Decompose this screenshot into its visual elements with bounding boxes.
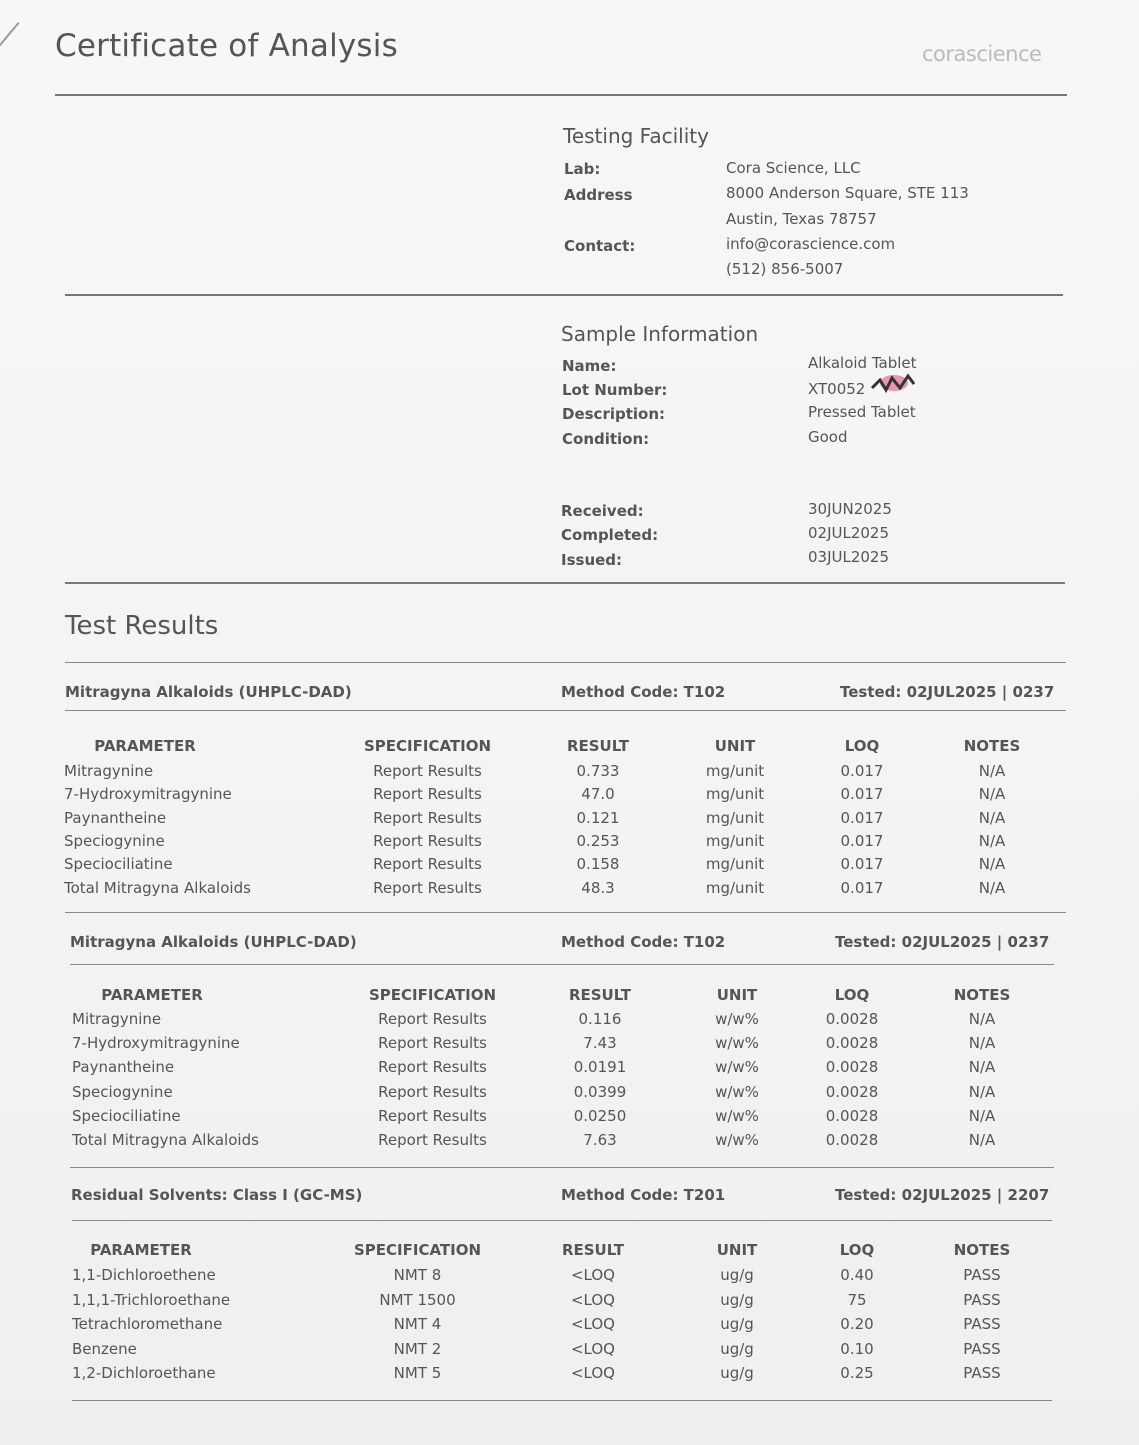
completed-value: 02JUL2025: [808, 524, 890, 542]
table-cell-specification: Report Results: [373, 879, 482, 897]
table-cell-loq: 0.017: [840, 762, 884, 780]
table-cell-loq: 0.017: [840, 832, 884, 850]
sample-name-label: Name:: [562, 357, 617, 375]
table-cell-notes: N/A: [978, 809, 1006, 827]
table-cell-notes: N/A: [978, 879, 1006, 897]
table-cell-notes: N/A: [968, 1131, 996, 1149]
table-cell-unit: ug/g: [720, 1340, 754, 1358]
lot-number-label: Lot Number:: [562, 381, 668, 399]
received-label: Received:: [561, 502, 644, 520]
description-value: Pressed Tablet: [808, 403, 916, 421]
table-cell-unit: ug/g: [720, 1266, 754, 1284]
column-header-parameter: PARAMETER: [90, 1241, 192, 1259]
tested-date: Tested: 02JUL2025 | 0237: [840, 683, 1055, 701]
table-cell-parameter: Tetrachloromethane: [72, 1315, 223, 1333]
table-cell-specification: Report Results: [378, 1131, 487, 1149]
table-cell-unit: w/w%: [715, 1083, 759, 1101]
table-cell-result: 0.0191: [573, 1058, 627, 1076]
table-cell-notes: N/A: [978, 785, 1006, 803]
table-cell-unit: ug/g: [720, 1291, 754, 1309]
table-cell-specification: Report Results: [378, 1058, 487, 1076]
table-cell-result: 0.0250: [573, 1107, 627, 1125]
address-line1: 8000 Anderson Square, STE 113: [726, 184, 969, 202]
table-cell-loq: 0.017: [840, 879, 884, 897]
table-cell-loq: 0.0028: [825, 1131, 879, 1149]
table-cell-loq: 0.40: [840, 1266, 874, 1284]
table-cell-notes: N/A: [968, 1107, 996, 1125]
table-header-divider: [70, 964, 1054, 965]
table-header-divider: [65, 710, 1066, 711]
table-cell-loq: 0.017: [840, 785, 884, 803]
table-cell-result: 48.3: [581, 879, 615, 897]
table-cell-loq: 0.0028: [825, 1083, 879, 1101]
lot-number-value: XT0052: [808, 380, 866, 398]
table-cell-parameter: Speciogynine: [72, 1083, 173, 1101]
table-cell-loq: 0.0028: [825, 1107, 879, 1125]
contact-email: info@corascience.com: [726, 235, 896, 253]
table-cell-parameter: Paynantheine: [72, 1058, 175, 1076]
table-cell-result: 47.0: [581, 785, 615, 803]
table-cell-unit: mg/unit: [705, 855, 765, 873]
issued-value: 03JUL2025: [808, 548, 890, 566]
table-cell-parameter: 1,1,1-Trichloroethane: [72, 1291, 231, 1309]
table-cell-unit: mg/unit: [705, 809, 765, 827]
table-cell-unit: w/w%: [715, 1010, 759, 1028]
table-cell-notes: N/A: [968, 1010, 996, 1028]
table-cell-specification: Report Results: [373, 832, 482, 850]
table-cell-loq: 0.20: [840, 1315, 874, 1333]
table-cell-notes: PASS: [963, 1266, 1001, 1284]
description-label: Description:: [562, 405, 666, 423]
column-header-specification: SPECIFICATION: [353, 1241, 482, 1259]
table-cell-specification: Report Results: [373, 809, 482, 827]
table-cell-specification: Report Results: [378, 1107, 487, 1125]
table-cell-parameter: Speciociliatine: [72, 1107, 181, 1125]
condition-value: Good: [808, 428, 848, 446]
table-cell-notes: N/A: [978, 855, 1006, 873]
contact-label: Contact:: [564, 237, 636, 255]
table-cell-loq: 0.10: [840, 1340, 874, 1358]
column-header-specification: SPECIFICATION: [368, 986, 497, 1004]
table-cell-unit: mg/unit: [705, 762, 765, 780]
table-cell-parameter: Total Mitragyna Alkaloids: [64, 879, 251, 897]
table-cell-loq: 0.017: [840, 855, 884, 873]
table-cell-notes: N/A: [968, 1058, 996, 1076]
table-name: Mitragyna Alkaloids (UHPLC-DAD): [65, 683, 352, 701]
table-cell-parameter: 7-Hydroxymitragynine: [64, 785, 232, 803]
table-cell-loq: 0.25: [840, 1364, 874, 1382]
column-header-result: RESULT: [561, 1241, 625, 1259]
table-cell-specification: NMT 8: [393, 1266, 442, 1284]
table-cell-specification: Report Results: [378, 1034, 487, 1052]
method-code: Method Code: T201: [561, 1186, 726, 1204]
column-header-result: RESULT: [566, 737, 630, 755]
table-cell-parameter: Speciogynine: [64, 832, 165, 850]
table-cell-loq: 0.0028: [825, 1058, 879, 1076]
table-cell-specification: NMT 1500: [379, 1291, 456, 1309]
table-bottom-divider: [65, 912, 1066, 913]
test-results-heading: Test Results: [65, 611, 219, 641]
table-name: Residual Solvents: Class I (GC-MS): [71, 1186, 363, 1204]
table-cell-specification: Report Results: [378, 1010, 487, 1028]
table-cell-loq: 0.0028: [825, 1010, 879, 1028]
facility-heading: Testing Facility: [563, 124, 709, 148]
column-header-loq: LOQ: [839, 1241, 875, 1259]
table-cell-unit: mg/unit: [705, 879, 765, 897]
table-header-divider: [72, 1220, 1052, 1221]
column-header-parameter: PARAMETER: [101, 986, 203, 1004]
header-divider: [55, 94, 1067, 96]
column-header-loq: LOQ: [834, 986, 870, 1004]
completed-label: Completed:: [561, 526, 659, 544]
table-cell-parameter: Paynantheine: [64, 809, 167, 827]
table-cell-notes: N/A: [978, 762, 1006, 780]
table-cell-notes: N/A: [968, 1083, 996, 1101]
condition-label: Condition:: [562, 430, 650, 448]
sample-name-value: Alkaloid Tablet: [808, 354, 917, 372]
column-header-result: RESULT: [568, 986, 632, 1004]
table-cell-notes: PASS: [963, 1315, 1001, 1333]
contact-phone: (512) 856-5007: [726, 260, 844, 278]
sample-divider: [65, 582, 1065, 584]
table-bottom-divider: [72, 1400, 1052, 1401]
ink-stamp-mark: [870, 372, 916, 396]
column-header-unit: UNIT: [714, 737, 756, 755]
table-cell-parameter: Speciociliatine: [64, 855, 173, 873]
table-cell-specification: NMT 5: [393, 1364, 442, 1382]
table-cell-loq: 0.0028: [825, 1034, 879, 1052]
table-cell-parameter: Benzene: [72, 1340, 137, 1358]
address-label: Address: [564, 186, 633, 204]
decorative-slash: [0, 22, 20, 74]
table-cell-notes: PASS: [963, 1364, 1001, 1382]
table-cell-unit: w/w%: [715, 1034, 759, 1052]
lab-value: Cora Science, LLC: [726, 159, 861, 177]
table-cell-result: <LOQ: [570, 1315, 615, 1333]
table-cell-unit: ug/g: [720, 1364, 754, 1382]
table-cell-notes: PASS: [963, 1340, 1001, 1358]
table-cell-parameter: Total Mitragyna Alkaloids: [72, 1131, 259, 1149]
table-cell-result: <LOQ: [570, 1364, 615, 1382]
column-header-notes: NOTES: [953, 986, 1011, 1004]
column-header-unit: UNIT: [716, 1241, 758, 1259]
table-cell-unit: w/w%: [715, 1107, 759, 1125]
method-code: Method Code: T102: [561, 933, 726, 951]
table-cell-loq: 0.017: [840, 809, 884, 827]
column-header-loq: LOQ: [844, 737, 880, 755]
table-cell-specification: Report Results: [373, 762, 482, 780]
sample-heading: Sample Information: [561, 322, 759, 346]
address-line2: Austin, Texas 78757: [726, 210, 877, 228]
table-cell-notes: PASS: [963, 1291, 1001, 1309]
table-cell-specification: Report Results: [373, 785, 482, 803]
table-cell-parameter: 7-Hydroxymitragynine: [72, 1034, 240, 1052]
table-cell-parameter: Mitragynine: [72, 1010, 162, 1028]
table-cell-result: 7.43: [583, 1034, 617, 1052]
table-cell-parameter: Mitragynine: [64, 762, 154, 780]
lab-label: Lab:: [564, 160, 601, 178]
company-logo: corascience: [922, 42, 1042, 66]
table-cell-result: 0.121: [576, 809, 620, 827]
facility-divider: [65, 294, 1063, 296]
table-cell-unit: w/w%: [715, 1058, 759, 1076]
table-bottom-divider: [70, 1167, 1054, 1168]
table-cell-unit: w/w%: [715, 1131, 759, 1149]
table-cell-unit: mg/unit: [705, 832, 765, 850]
table-cell-result: 0.158: [576, 855, 620, 873]
table-cell-result: 7.63: [583, 1131, 617, 1149]
table-cell-unit: mg/unit: [705, 785, 765, 803]
received-value: 30JUN2025: [808, 500, 892, 518]
column-header-notes: NOTES: [953, 1241, 1011, 1259]
table-top-divider: [65, 662, 1066, 663]
column-header-specification: SPECIFICATION: [363, 737, 492, 755]
tested-date: Tested: 02JUL2025 | 2207: [835, 1186, 1050, 1204]
table-cell-result: 0.733: [576, 762, 620, 780]
table-cell-result: 0.0399: [573, 1083, 627, 1101]
table-cell-result: <LOQ: [570, 1340, 615, 1358]
table-cell-specification: NMT 4: [393, 1315, 442, 1333]
table-cell-specification: NMT 2: [393, 1340, 442, 1358]
table-name: Mitragyna Alkaloids (UHPLC-DAD): [70, 933, 357, 951]
column-header-notes: NOTES: [963, 737, 1021, 755]
method-code: Method Code: T102: [561, 683, 726, 701]
column-header-parameter: PARAMETER: [94, 737, 196, 755]
table-cell-notes: N/A: [978, 832, 1006, 850]
table-cell-result: 0.116: [578, 1010, 622, 1028]
issued-label: Issued:: [561, 551, 623, 569]
table-cell-result: <LOQ: [570, 1291, 615, 1309]
tested-date: Tested: 02JUL2025 | 0237: [835, 933, 1050, 951]
page-title: Certificate of Analysis: [55, 28, 398, 64]
table-cell-specification: Report Results: [373, 855, 482, 873]
table-cell-parameter: 1,2-Dichloroethane: [72, 1364, 216, 1382]
table-cell-result: <LOQ: [570, 1266, 615, 1284]
table-cell-parameter: 1,1-Dichloroethene: [72, 1266, 216, 1284]
table-cell-loq: 75: [847, 1291, 867, 1309]
table-cell-notes: N/A: [968, 1034, 996, 1052]
table-cell-result: 0.253: [576, 832, 620, 850]
column-header-unit: UNIT: [716, 986, 758, 1004]
table-cell-specification: Report Results: [378, 1083, 487, 1101]
table-cell-unit: ug/g: [720, 1315, 754, 1333]
